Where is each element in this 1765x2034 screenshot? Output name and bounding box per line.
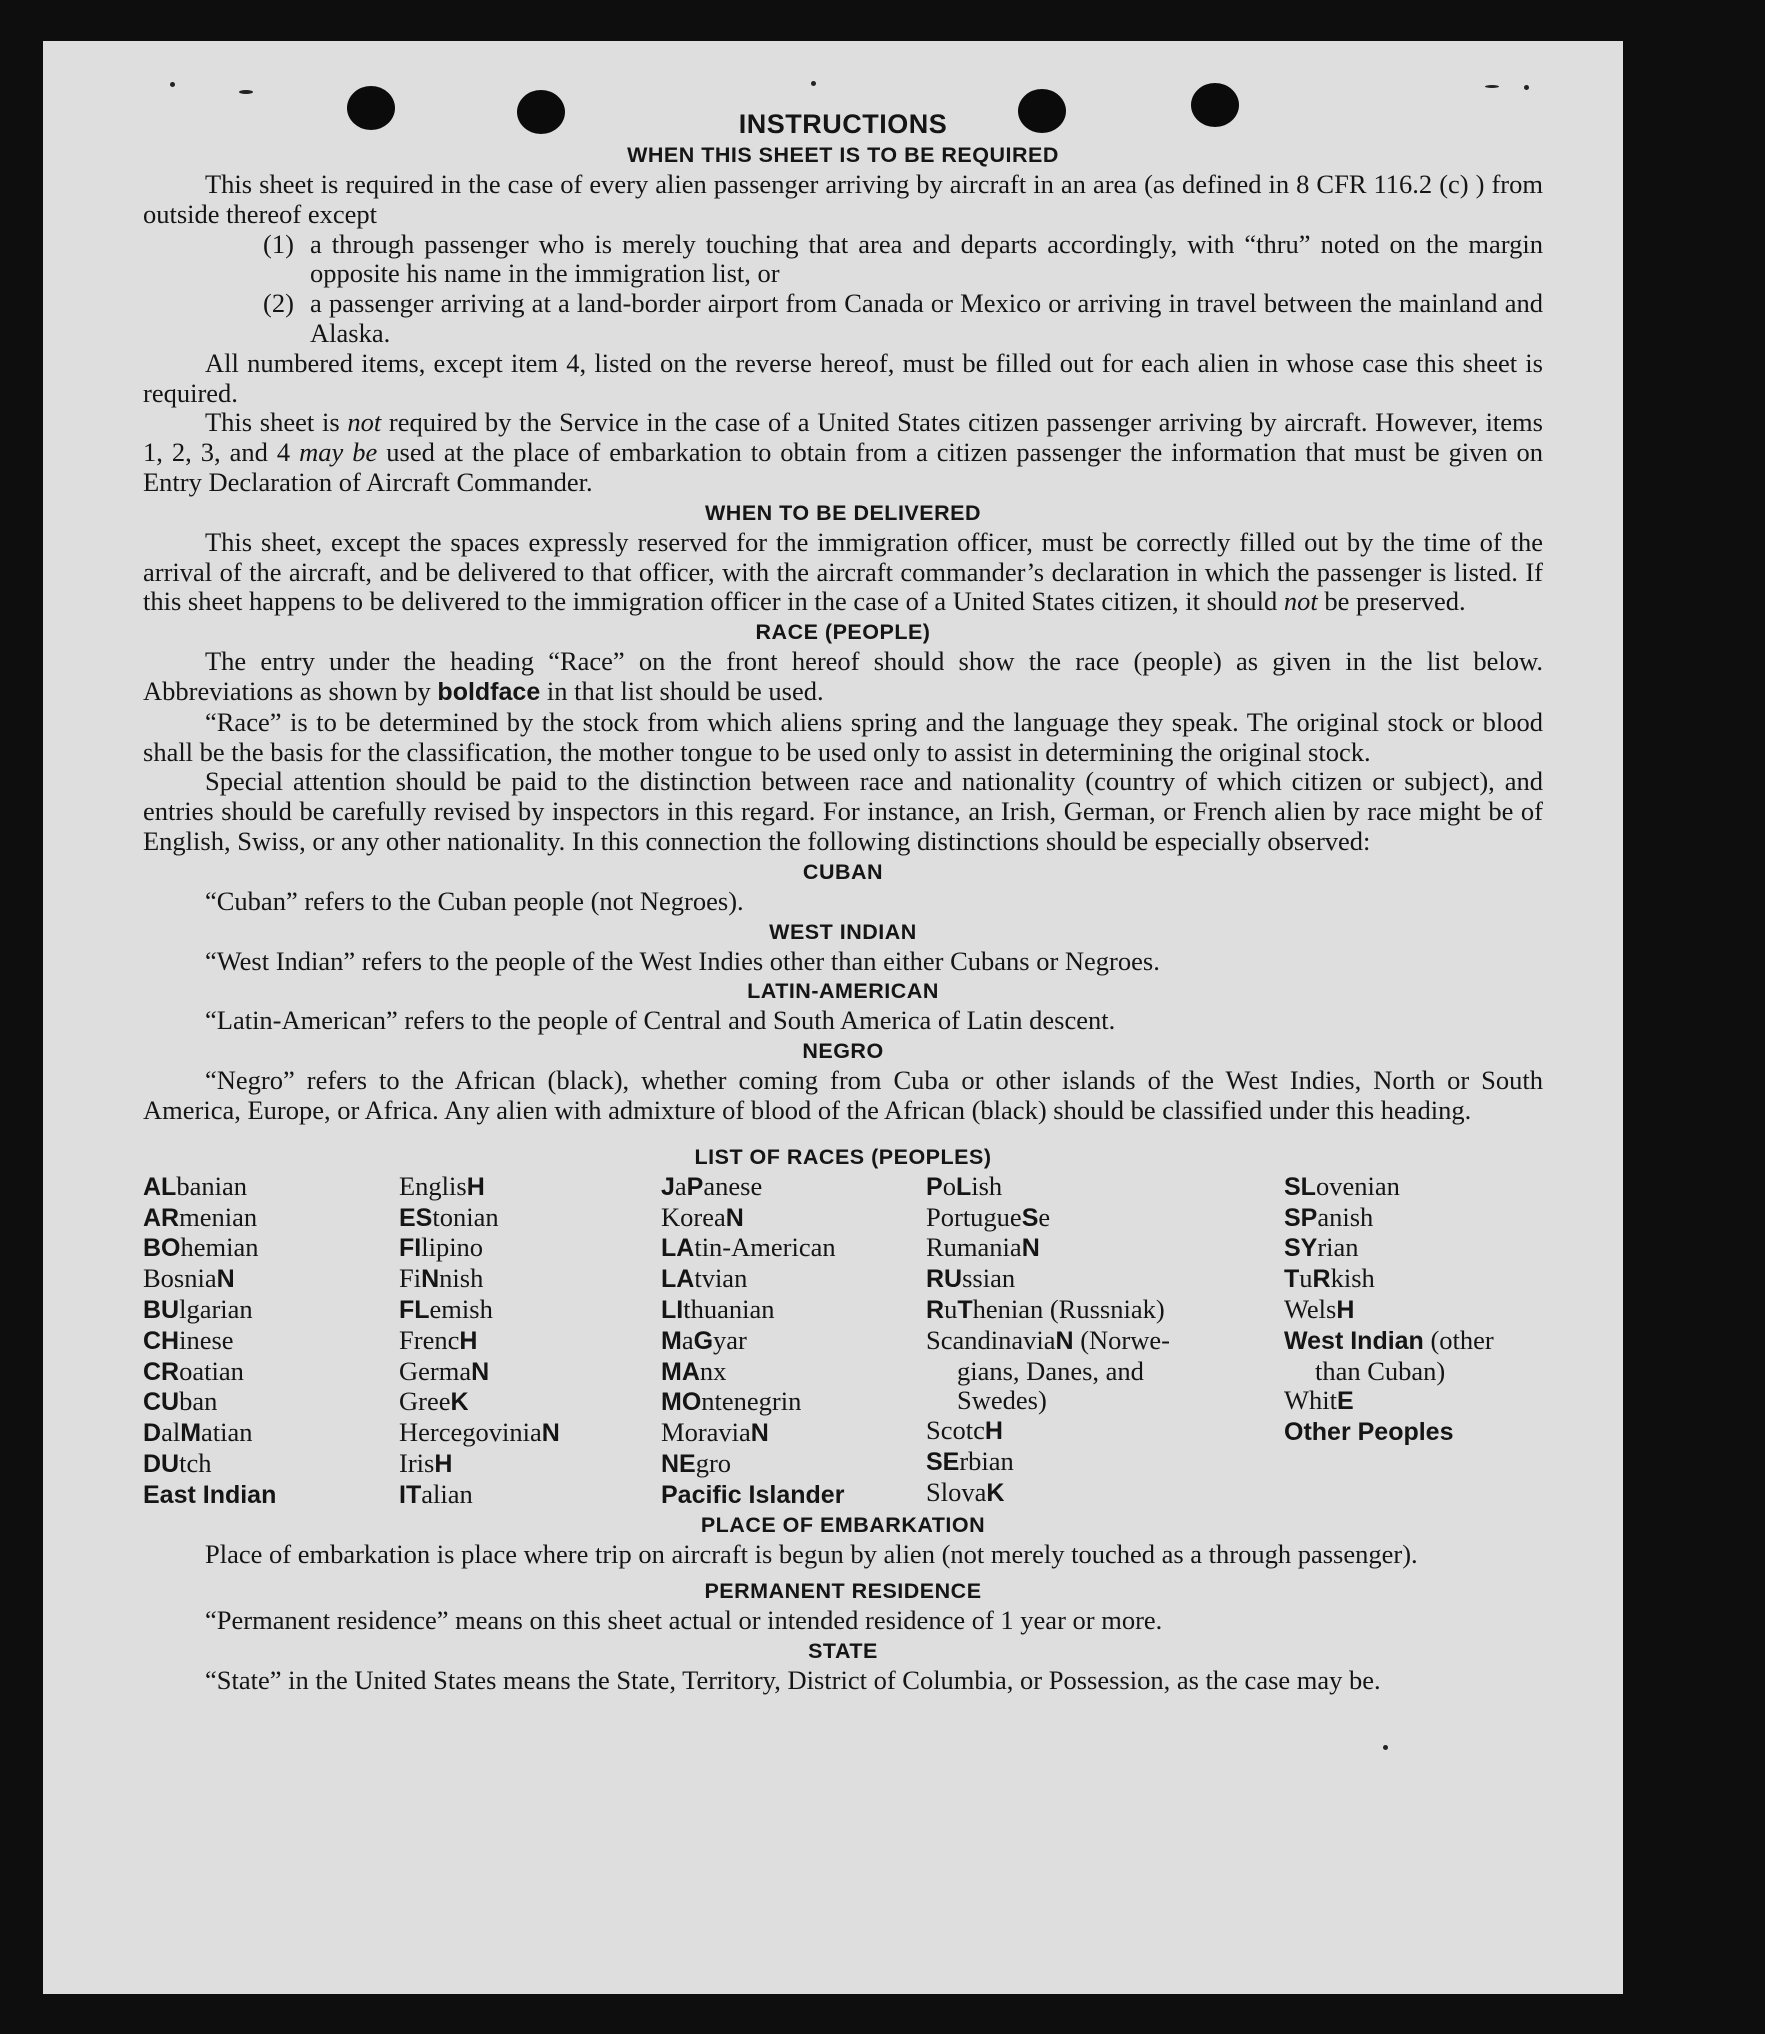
race-abbrev: AR — [143, 1203, 180, 1232]
paragraph — [143, 528, 1543, 617]
race-abbrev: BO — [143, 1234, 181, 1263]
race-entry — [661, 1326, 926, 1357]
race-text: than Cuban) — [1315, 1355, 1446, 1386]
race-text: Frenc — [399, 1324, 460, 1355]
list-item — [143, 230, 1543, 290]
paragraph: Place of embarkation is place where trip on aircraft is begun by alien (not merely touched as a through passenger). — [205, 1539, 1418, 1570]
race-abbrev: NE — [661, 1449, 696, 1478]
race-entry — [143, 1233, 399, 1264]
bold-term: boldface — [437, 677, 541, 706]
race-entry — [661, 1172, 926, 1203]
race-text: o — [942, 1170, 956, 1201]
race-entry — [1284, 1326, 1543, 1357]
section-heading: WHEN TO BE DELIVERED — [705, 500, 981, 525]
race-entry — [661, 1295, 926, 1326]
race-text: Gree — [399, 1386, 451, 1417]
race-abbrev: D — [143, 1419, 162, 1448]
race-abbrev: RU — [926, 1265, 963, 1294]
race-entry — [399, 1449, 661, 1480]
paragraph: “Latin-American” refers to the people of Central and South America of Latin descent. — [205, 1005, 1116, 1036]
race-entry — [399, 1418, 661, 1449]
race-text: u — [944, 1293, 958, 1324]
item-number: (1) — [263, 228, 294, 259]
race-abbrev: H — [466, 1172, 485, 1201]
race-abbrev: N — [1021, 1234, 1040, 1263]
race-abbrev: N — [750, 1419, 769, 1448]
race-text: Portugue — [926, 1201, 1022, 1232]
race-entry — [143, 1172, 399, 1203]
races-list — [143, 1172, 1543, 1511]
race-text: (other — [1423, 1324, 1494, 1355]
race-entry — [926, 1357, 1284, 1387]
race-text: kish — [1330, 1263, 1375, 1294]
race-entry — [399, 1357, 661, 1388]
paragraph — [143, 647, 1543, 708]
race-text: ovenian — [1315, 1170, 1400, 1201]
page-title: INSTRUCTIONS — [738, 109, 948, 139]
races-column — [1284, 1172, 1543, 1511]
race-entry — [926, 1326, 1284, 1357]
race-abbrev: SE — [926, 1447, 960, 1476]
race-abbrev: SP — [1284, 1203, 1318, 1232]
race-abbrev: CU — [143, 1388, 180, 1417]
race-entry — [661, 1387, 926, 1418]
speck — [811, 81, 816, 86]
race-entry — [143, 1295, 399, 1326]
race-abbrev: H — [434, 1449, 453, 1478]
race-entry — [1284, 1264, 1543, 1295]
race-abbrev: N — [471, 1357, 490, 1386]
item-text: a through passenger who is merely touching that area and departs accordingly, with “thru” noted on the margin opposite his name in the immigration list, or — [310, 228, 1543, 289]
race-text: yar — [713, 1324, 747, 1355]
race-entry — [1284, 1386, 1543, 1417]
race-text: inese — [179, 1324, 234, 1355]
race-entry — [926, 1233, 1284, 1264]
race-abbrev: LA — [661, 1265, 695, 1294]
text-run: in that list should be used. — [540, 675, 824, 706]
race-entry — [661, 1480, 926, 1511]
race-entry — [399, 1264, 661, 1295]
race-abbrev: R — [1312, 1265, 1331, 1294]
text-run: required by the Service in the case of a United States citizen passenger arriving by aircraft. However, items 1, 2, 3, and 4 — [143, 407, 1543, 468]
text-run: The entry under the heading “Race” on the front hereof should show the race (people) as given in the list below. Abbreviations as shown by — [143, 646, 1543, 706]
race-text: anish — [1317, 1201, 1374, 1232]
emphasis: not — [347, 407, 382, 438]
race-text: ban — [179, 1386, 218, 1417]
race-text: Swedes) — [957, 1385, 1047, 1416]
race-entry — [143, 1480, 399, 1511]
race-entry — [926, 1478, 1284, 1509]
race-abbrev: N — [725, 1203, 744, 1232]
race-text: ish — [971, 1170, 1003, 1201]
races-column — [399, 1172, 661, 1511]
section-heading: PERMANENT RESIDENCE — [704, 1579, 982, 1604]
race-abbrev: P — [926, 1172, 943, 1201]
race-text: e — [1038, 1201, 1051, 1232]
item-text: a passenger arriving at a land-border airport from Canada or Mexico or arriving in travel between the mainland and Alaska. — [310, 288, 1543, 348]
race-text: Fi — [399, 1263, 422, 1294]
race-text: lgarian — [179, 1293, 253, 1324]
race-abbrev: LA — [661, 1234, 695, 1263]
race-abbrev: IT — [399, 1480, 422, 1509]
race-text: Germa — [399, 1355, 472, 1386]
race-abbrev: DU — [143, 1449, 180, 1478]
race-entry — [143, 1357, 399, 1388]
race-entry — [926, 1264, 1284, 1295]
paragraph: “West Indian” refers to the people of the West Indies other than either Cubans or Negroes. — [205, 945, 1160, 976]
race-abbrev: N — [216, 1265, 235, 1294]
race-abbrev: T — [1284, 1265, 1300, 1294]
race-text: tvian — [694, 1263, 748, 1294]
race-abbrev: P — [686, 1172, 704, 1201]
race-entry — [661, 1449, 926, 1480]
emphasis: not — [1283, 586, 1318, 617]
races-column — [143, 1172, 399, 1511]
subheading-latin-american: LATIN-AMERICAN — [747, 979, 939, 1004]
race-entry — [661, 1357, 926, 1388]
race-abbrev: N — [541, 1419, 560, 1448]
race-abbrev: T — [957, 1295, 973, 1324]
race-abbrev: L — [955, 1172, 972, 1201]
race-entry — [1284, 1295, 1543, 1326]
race-text: Moravia — [661, 1417, 751, 1448]
race-entry — [926, 1295, 1284, 1326]
race-text: gro — [695, 1447, 732, 1478]
race-abbrev: FI — [399, 1234, 422, 1263]
race-entry — [143, 1387, 399, 1418]
race-text: lipino — [421, 1232, 484, 1263]
speck — [1383, 1745, 1388, 1750]
race-abbrev: SY — [1284, 1234, 1318, 1263]
race-text: a — [681, 1324, 694, 1355]
race-abbrev: East Indian — [143, 1480, 277, 1509]
race-text: tin-American — [694, 1232, 836, 1263]
race-entry — [926, 1416, 1284, 1447]
section-heading: PLACE OF EMBARKATION — [700, 1513, 986, 1538]
race-text: nx — [699, 1355, 727, 1386]
race-entry — [661, 1418, 926, 1449]
paragraph: “Permanent residence” means on this sheet actual or intended residence of 1 year or more. — [205, 1605, 1163, 1636]
race-text: anese — [703, 1170, 763, 1201]
race-text: henian (Russniak) — [972, 1293, 1165, 1324]
paragraph: All numbered items, except item 4, listed on the reverse hereof, must be filled out for each alien in whose case this sheet is required. — [143, 347, 1543, 408]
paragraph: “State” in the United States means the State, Territory, District of Columbia, or Possession, as the case may be. — [205, 1665, 1381, 1696]
race-text: Wels — [1284, 1293, 1337, 1324]
instructions-content — [143, 109, 1543, 1696]
paragraph: “Negro” refers to the African (black), whether coming from Cuba or other islands of the West Indies, North or South America, Europe, or Africa. Any alien with admixture of blood of the African (black) should be classified under this heading. — [143, 1065, 1543, 1125]
race-abbrev: N — [421, 1265, 440, 1294]
race-text: Whit — [1284, 1385, 1337, 1416]
paragraph — [143, 408, 1543, 497]
paragraph: “Cuban” refers to the Cuban people (not Negroes). — [205, 885, 744, 916]
race-entry — [1284, 1357, 1543, 1387]
race-text: thuanian — [683, 1293, 775, 1324]
race-entry — [143, 1418, 399, 1449]
race-text: Rumania — [926, 1232, 1022, 1263]
subheading-negro: NEGRO — [802, 1039, 884, 1064]
race-entry — [399, 1326, 661, 1357]
race-entry — [399, 1233, 661, 1264]
race-abbrev: BU — [143, 1295, 180, 1324]
race-text: a — [674, 1170, 687, 1201]
race-entry — [661, 1264, 926, 1295]
race-text: ntenegrin — [701, 1386, 802, 1417]
race-text: Englis — [399, 1170, 467, 1201]
race-text: atian — [201, 1417, 253, 1448]
race-abbrev: FL — [399, 1295, 430, 1324]
race-entry — [926, 1203, 1284, 1234]
speck — [170, 82, 175, 87]
race-text: alian — [421, 1478, 473, 1509]
race-abbrev: M — [661, 1326, 682, 1355]
race-text: emish — [429, 1293, 493, 1324]
race-text: menian — [179, 1201, 258, 1232]
race-text: (Norwe- — [1073, 1324, 1170, 1355]
race-entry — [399, 1203, 661, 1234]
race-text: u — [1299, 1263, 1313, 1294]
section-heading: RACE (PEOPLE) — [755, 620, 931, 645]
race-text: hemian — [180, 1232, 259, 1263]
race-entry — [926, 1172, 1284, 1203]
race-abbrev: MO — [661, 1388, 702, 1417]
text-run: This sheet is — [205, 407, 348, 438]
race-abbrev: ES — [399, 1203, 433, 1232]
speck — [1485, 85, 1499, 88]
race-entry — [399, 1387, 661, 1418]
race-text: Hercegovinia — [399, 1417, 542, 1448]
race-entry — [143, 1203, 399, 1234]
speck — [1524, 85, 1529, 90]
list-item — [143, 289, 1543, 349]
races-list-heading: LIST OF RACES (PEOPLES) — [694, 1144, 992, 1169]
paragraph: “Race” is to be determined by the stock from which aliens spring and the language they speak. The original stock or blood shall be the basis for the classification, the mother tongue to be used only to assist in determining the original stock. — [143, 706, 1543, 767]
race-abbrev: M — [180, 1419, 202, 1448]
race-abbrev: Pacific Islander — [661, 1480, 845, 1509]
race-entry — [143, 1264, 399, 1295]
race-entry — [661, 1233, 926, 1264]
race-abbrev: SL — [1284, 1172, 1316, 1201]
race-entry — [926, 1447, 1284, 1478]
race-entry — [399, 1480, 661, 1511]
section-heading: STATE — [808, 1639, 878, 1664]
paragraph: Special attention should be paid to the distinction between race and nationality (country of which citizen or subject), and entries should be carefully revised by inspectors in this regard. For instance, an Irish, German, or French alien by race might be of English, Swiss, or any other nationality. In this connection the following distinctions should be especially observed: — [143, 766, 1543, 856]
race-abbrev: K — [450, 1388, 469, 1417]
race-entry — [1284, 1203, 1543, 1234]
race-text: Iris — [399, 1447, 435, 1478]
race-entry — [143, 1449, 399, 1480]
race-abbrev: CH — [143, 1326, 180, 1355]
race-abbrev: AL — [143, 1172, 177, 1201]
text-run: used at the place of embarkation to obtain from a citizen passenger the information that must be given on Entry Declaration of Aircraft Commander. — [143, 437, 1543, 497]
race-text: ssian — [962, 1263, 1016, 1294]
race-entry — [399, 1295, 661, 1326]
race-text: Korea — [661, 1201, 726, 1232]
race-text: Bosnia — [143, 1263, 217, 1294]
race-abbrev: LI — [661, 1295, 684, 1324]
text-run: This sheet, except the spaces expressly reserved for the immigration officer, must be correctly filled out by the time of the arrival of the aircraft, and be delivered to that officer, with the aircraft commander’s declaration in which the passenger is listed. If this sheet happens to be delivered to the immigration officer in the case of a United States citizen, it should — [143, 526, 1543, 617]
race-text: rian — [1317, 1232, 1359, 1263]
races-column — [926, 1172, 1284, 1511]
race-entry — [926, 1386, 1284, 1416]
section-heading: WHEN THIS SHEET IS TO BE REQUIRED — [627, 143, 1059, 167]
race-text: banian — [176, 1170, 247, 1201]
paragraph: This sheet is required in the case of every alien passenger arriving by aircraft in an area (as defined in 8 CFR 116.2 (c) ) from outside thereof except — [143, 169, 1543, 229]
race-text: rbian — [959, 1445, 1014, 1476]
race-text: Scotc — [926, 1415, 985, 1446]
race-abbrev: Other Peoples — [1284, 1418, 1454, 1447]
race-abbrev: H — [459, 1326, 478, 1355]
subheading-cuban: CUBAN — [802, 859, 884, 884]
race-abbrev: J — [661, 1172, 675, 1201]
race-text: gians, Danes, and — [957, 1355, 1144, 1386]
race-entry — [1284, 1233, 1543, 1264]
speck — [239, 90, 253, 94]
race-entry — [661, 1203, 926, 1234]
text-run: be preserved. — [1317, 586, 1466, 617]
race-text: oatian — [179, 1355, 244, 1386]
races-column — [661, 1172, 926, 1511]
race-abbrev: H — [1336, 1295, 1355, 1324]
race-abbrev: CR — [143, 1357, 180, 1386]
emphasis: may be — [299, 437, 378, 468]
race-entry — [399, 1172, 661, 1203]
race-abbrev: K — [986, 1478, 1005, 1507]
race-abbrev: MA — [661, 1357, 700, 1386]
document-sheet — [43, 41, 1623, 1994]
race-abbrev: G — [693, 1326, 714, 1355]
race-abbrev: E — [1337, 1387, 1354, 1416]
race-text: Slova — [926, 1476, 987, 1507]
race-entry — [143, 1326, 399, 1357]
subheading-west-indian: WEST INDIAN — [769, 919, 917, 944]
race-abbrev: H — [984, 1417, 1003, 1446]
race-abbrev: N — [1055, 1326, 1074, 1355]
item-number: (2) — [263, 288, 294, 319]
race-text: nish — [439, 1263, 484, 1294]
race-text: al — [161, 1417, 181, 1448]
race-abbrev: R — [926, 1295, 945, 1324]
race-abbrev: West Indian — [1284, 1326, 1424, 1355]
race-text: tch — [179, 1447, 212, 1478]
race-abbrev: S — [1021, 1203, 1039, 1232]
race-text: tonian — [432, 1201, 499, 1232]
race-text: Scandinavia — [926, 1324, 1056, 1355]
race-entry — [1284, 1417, 1543, 1448]
race-entry — [1284, 1172, 1543, 1203]
